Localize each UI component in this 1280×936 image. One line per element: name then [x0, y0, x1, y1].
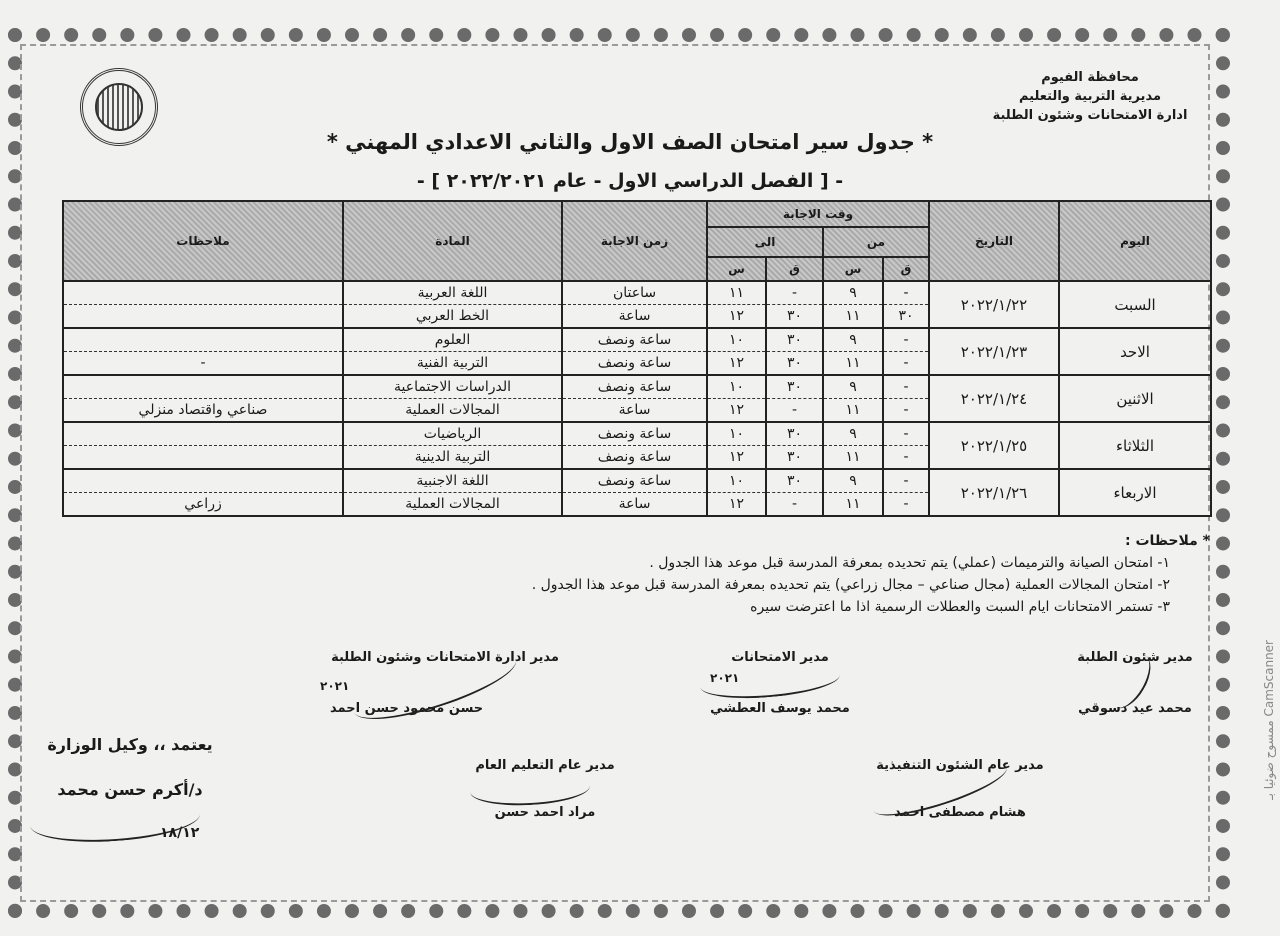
- org-line: محافظة الفيوم: [1041, 70, 1139, 85]
- from-minute-cell: -: [883, 469, 929, 493]
- subject-cell: الرياضيات: [343, 422, 562, 446]
- date-cell: ٢٠٢٢/١/٢٥: [929, 422, 1059, 469]
- day-cell: الاحد: [1059, 328, 1211, 375]
- date-cell: ٢٠٢٢/١/٢٤: [929, 375, 1059, 422]
- subject-cell: اللغة العربية: [343, 281, 562, 305]
- header-to-minute: ق: [766, 257, 823, 281]
- day-cell: الاربعاء: [1059, 469, 1211, 516]
- header-day: اليوم: [1059, 201, 1211, 281]
- to-hour-cell: ١٢: [707, 399, 766, 423]
- to-minute-cell: -: [766, 399, 823, 423]
- from-hour-cell: ٩: [823, 422, 883, 446]
- organization-header: [990, 68, 1190, 125]
- duration-cell: ساعة ونصف: [562, 422, 707, 446]
- to-minute-cell: -: [766, 281, 823, 305]
- from-hour-cell: ٩: [823, 328, 883, 352]
- duration-cell: ساعة ونصف: [562, 375, 707, 399]
- duration-cell: ساعة ونصف: [562, 328, 707, 352]
- document-subtitle: - [ الفصل الدراسي الاول - عام ٢٠٢٢/٢٠٢١ ] -: [416, 170, 844, 192]
- note-cell: [63, 446, 343, 470]
- duration-cell: ساعة ونصف: [562, 469, 707, 493]
- note-cell: [63, 375, 343, 399]
- note-cell: [63, 281, 343, 305]
- from-minute-cell: -: [883, 352, 929, 376]
- notes-heading: * ملاحظات :: [1124, 533, 1210, 549]
- signature-name: محمد عيد دسوقي: [1078, 701, 1192, 716]
- header-from: من: [823, 227, 929, 257]
- from-minute-cell: -: [883, 399, 929, 423]
- subject-cell: المجالات العملية: [343, 493, 562, 517]
- signature-date: ٢٠٢١: [710, 671, 740, 685]
- day-cell: الاثنين: [1059, 375, 1211, 422]
- note-item: ٢- امتحان المجالات العملية (مجال صناعي – مجال زراعي) يتم تحديده بمعرفة المدرسة قبل موعد هذا الجدول .: [531, 577, 1170, 593]
- note-cell: [63, 328, 343, 352]
- note-cell: [63, 422, 343, 446]
- date-cell: ٢٠٢٢/١/٢٣: [929, 328, 1059, 375]
- signature-title: مدير الامتحانات: [731, 650, 829, 665]
- to-hour-cell: ١٠: [707, 469, 766, 493]
- to-minute-cell: ٣٠: [766, 422, 823, 446]
- date-cell: ٢٠٢٢/١/٢٢: [929, 281, 1059, 328]
- org-line: ادارة الامتحانات وشئون الطلبة: [992, 108, 1188, 123]
- to-minute-cell: ٣٠: [766, 328, 823, 352]
- note-cell: صناعي واقتصاد منزلي: [63, 399, 343, 423]
- from-hour-cell: ١١: [823, 399, 883, 423]
- header-from-hour: س: [823, 257, 883, 281]
- signature-executive: [850, 758, 1070, 820]
- note-cell: زراعي: [63, 493, 343, 517]
- header-duration: زمن الاجابة: [562, 201, 707, 281]
- duration-cell: ساعة ونصف: [562, 352, 707, 376]
- to-minute-cell: -: [766, 493, 823, 517]
- from-hour-cell: ١١: [823, 446, 883, 470]
- from-hour-cell: ١١: [823, 352, 883, 376]
- from-minute-cell: ٣٠: [883, 305, 929, 329]
- signature-title: مدير ادارة الامتحانات وشئون الطلبة: [331, 650, 559, 665]
- signature-name: مراد احمد حسن: [494, 805, 596, 820]
- to-hour-cell: ١٢: [707, 305, 766, 329]
- to-minute-cell: ٣٠: [766, 375, 823, 399]
- from-hour-cell: ٩: [823, 375, 883, 399]
- signature-date: ١٨/١٢: [160, 825, 200, 841]
- document-title: * جدول سير امتحان الصف الاول والثاني الاعدادي المهني *: [326, 130, 934, 154]
- table-row: [63, 281, 1211, 305]
- signature-date: ٢٠٢١: [320, 679, 350, 693]
- header-notes: ملاحظات: [63, 201, 343, 281]
- from-hour-cell: ٩: [823, 469, 883, 493]
- to-minute-cell: ٣٠: [766, 469, 823, 493]
- signature-name: د/أكرم حسن محمد: [57, 780, 203, 799]
- notes-section: [70, 530, 1210, 618]
- header-to: الى: [707, 227, 823, 257]
- duration-cell: ساعة: [562, 493, 707, 517]
- from-minute-cell: -: [883, 375, 929, 399]
- signature-name: حسن محمود حسن احمد: [330, 701, 484, 716]
- header-date: التاريخ: [929, 201, 1059, 281]
- table-row: [63, 422, 1211, 446]
- to-hour-cell: ١٠: [707, 375, 766, 399]
- signature-title: مدير عام الشئون التنفيذية: [876, 758, 1044, 773]
- signature-student-affairs: [1050, 650, 1220, 716]
- to-minute-cell: ٣٠: [766, 352, 823, 376]
- to-minute-cell: ٣٠: [766, 305, 823, 329]
- from-hour-cell: ٩: [823, 281, 883, 305]
- to-hour-cell: ١٢: [707, 493, 766, 517]
- from-minute-cell: -: [883, 446, 929, 470]
- to-hour-cell: ١٢: [707, 352, 766, 376]
- header-subject: المادة: [343, 201, 562, 281]
- note-cell: [63, 305, 343, 329]
- duration-cell: ساعتان: [562, 281, 707, 305]
- to-hour-cell: ١٠: [707, 422, 766, 446]
- date-cell: ٢٠٢٢/١/٢٦: [929, 469, 1059, 516]
- duration-cell: ساعة: [562, 399, 707, 423]
- subject-cell: التربية الدينية: [343, 446, 562, 470]
- from-hour-cell: ١١: [823, 305, 883, 329]
- to-hour-cell: ١٢: [707, 446, 766, 470]
- exam-schedule-table: [62, 200, 1212, 517]
- from-minute-cell: -: [883, 493, 929, 517]
- ministry-seal: [80, 68, 158, 146]
- header-answer-time: وقت الاجابة: [707, 201, 929, 227]
- signature-approval: [40, 735, 220, 849]
- signature-exams: [680, 650, 880, 716]
- header-to-hour: س: [707, 257, 766, 281]
- table-row: [63, 469, 1211, 493]
- org-line: مديرية التربية والتعليم: [1018, 89, 1162, 104]
- signature-exams-admin: [290, 650, 600, 716]
- signature-name: محمد يوسف العطشي: [710, 701, 850, 716]
- to-hour-cell: ١٠: [707, 328, 766, 352]
- subject-cell: الخط العربي: [343, 305, 562, 329]
- signature-title: يعتمد ،، وكيل الوزارة: [47, 735, 213, 754]
- signature-general-education: [430, 758, 660, 820]
- table-row: [63, 375, 1211, 399]
- to-minute-cell: ٣٠: [766, 446, 823, 470]
- day-cell: السبت: [1059, 281, 1211, 328]
- from-minute-cell: -: [883, 422, 929, 446]
- duration-cell: ساعة: [562, 305, 707, 329]
- note-cell: -: [63, 352, 343, 376]
- subject-cell: المجالات العملية: [343, 399, 562, 423]
- from-hour-cell: ١١: [823, 493, 883, 517]
- note-item: ١- امتحان الصيانة والترميمات (عملي) يتم تحديده بمعرفة المدرسة قبل موعد هذا الجدول .: [649, 555, 1170, 571]
- subject-cell: الدراسات الاجتماعية: [343, 375, 562, 399]
- signature-title: مدير شئون الطلبة: [1077, 650, 1193, 665]
- from-minute-cell: -: [883, 328, 929, 352]
- header-from-minute: ق: [883, 257, 929, 281]
- to-hour-cell: ١١: [707, 281, 766, 305]
- subject-cell: اللغة الاجنبية: [343, 469, 562, 493]
- day-cell: الثلاثاء: [1059, 422, 1211, 469]
- note-cell: [63, 469, 343, 493]
- note-item: ٣- تستمر الامتحانات ايام السبت والعطلات الرسمية اذا ما اعترضت سيره: [750, 599, 1170, 615]
- signature-title: مدير عام التعليم العام: [475, 758, 615, 773]
- camscanner-watermark: ممسوح ضوئيا بـ CamScanner: [1262, 640, 1276, 800]
- from-minute-cell: -: [883, 281, 929, 305]
- subject-cell: العلوم: [343, 328, 562, 352]
- table-row: [63, 328, 1211, 352]
- signature-name: هشام مصطفى احمد: [894, 805, 1026, 820]
- subject-cell: التربية الفنية: [343, 352, 562, 376]
- duration-cell: ساعة ونصف: [562, 446, 707, 470]
